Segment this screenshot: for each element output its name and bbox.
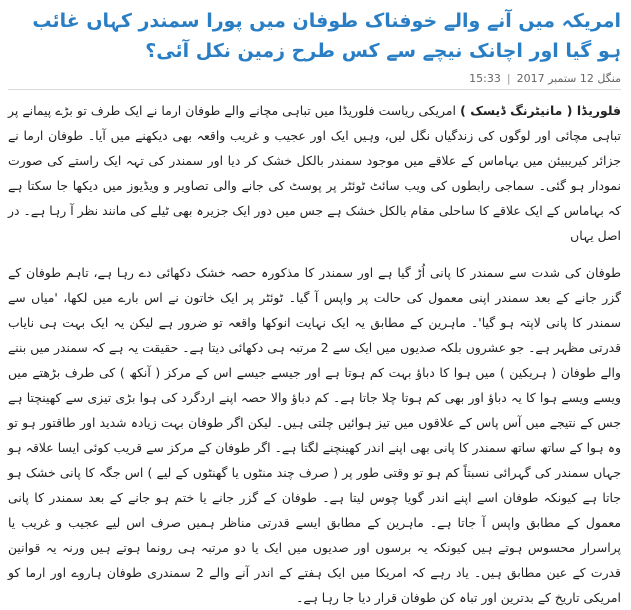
meta-separator: | [506,72,511,85]
article-paragraph [8,98,621,248]
article-meta [8,72,621,85]
paragraph-text: امریکی ریاست فلوریڈا میں تباہی مچانے والے طوفان ارما نے ایک طرف تو بڑے پیمانے پر تباہی مچائی اور لوگوں کی زندگیاں نگل لیں، وہیں ایک اور عجیب و غریب واقعہ بھی دیکھنے میں آیا۔ طوفان ارما نے جزائر کیریبیئن میں بہاماس کے علاقے میں موجود سمندر بالکل خشک کر دیا اور سمندر کی تہہ ایک راستے کی صورت نمودار ہو گئی۔ سماجی رابطوں کی ویب سائٹ ٹوئٹر پر پوسٹ کی جانے والی تصاویر و ویڈیوز میں دیکھا جا سکتا ہے کہ بہاماس کے ایک علاقے کا ساحلی مقام بالکل خشک ہے جس میں دور ایک جزیرہ بھی ٹیلے کی مانند نظر آ رہا ہے۔ در اصل یہاں [8,103,621,243]
dateline: فلوریڈا ( مانیٹرنگ ڈیسک ) [460,103,621,118]
article-headline: امریکہ میں آنے والے خوفناک طوفان میں پورا سمندر کہاں غائب ہو گیا اور اچانک نیچے سے کس طرح زمین نکل آئی؟ [32,10,621,62]
publish-time: 15:33 [469,72,501,85]
meta-divider [8,89,621,90]
article-paragraph: طوفان کی شدت سے سمندر کا پانی اُڑ گیا ہے اور سمندر کا مذکورہ حصہ خشک دکھائی دے رہا ہے، تاہم طوفان کے گزر جانے کے بعد سمندر اپنی معمول کی حالت پر واپس آ گیا۔ ٹوئٹر پر ایک خاتون نے اس بارے میں لکھا، 'میاں سے سمندر کا پانی لاپتہ ہو گیا'۔ ماہرین کے مطابق یہ ایک نہایت انوکھا واقعہ تو ضرور ہے لیکن یہ ایک بہت ہی نایاب قدرتی مظہر ہے۔ جو عشروں بلکہ صدیوں میں ایک سے 2 مرتبہ ہی دکھائی دیتا ہے۔ حقیقت یہ ہے کہ سمندر میں بننے والے طوفان ( ہریکین ) میں ہوا کا دباؤ بہت کم ہوتا ہے اور جیسے جیسے اس کے مرکز ( آنکھ ) کی طرف بڑھتے میں ویسے ویسے ہوا کا یہ دباؤ اور بھی کم ہوتا چلا جاتا ہے۔ کم دباؤ والا حصہ اپنے اردگرد کی ہوا بڑی تیزی سے کھینچتا ہے جس کے نتیجے میں آس پاس کے علاقوں میں تیز ہوائیں چلتی ہیں۔ لیکن اگر طوفان بہت زیادہ شدید اور طاقتور ہو تو وہ ہوا کے ساتھ ساتھ سمندر کا پانی بھی اپنے اندر کھینچنے لگتا ہے۔ اگر طوفان کے مرکز سے قریب کوئی ایسا علاقہ ہو جہاں سمندر کی گہرائی نسبتاً کم ہو تو وقتی طور پر ( صرف چند منٹوں یا گھنٹوں کے لیے ) اس جگہ کا پانی خشک ہو جاتا ہے کیونکہ طوفان اسے اپنے اندر گویا چوس لیتا ہے۔ طوفان کے گزر جانے یا ختم ہو جانے کے بعد سمندر کا پانی معمول کے مطابق واپس آ جاتا ہے۔ ماہرین کے مطابق ایسے قدرتی مناظر ہمیں صرف اس لیے عجیب و غریب یا پراسرار محسوس ہوتے ہیں کیونکہ یہ برسوں اور صدیوں میں ایک یا دو مرتبہ ہی رونما ہوتے ہیں ورنہ یہ قوانین قدرت کے عین مطابق ہیں۔ یاد رہے کہ امریکا میں ایک ہفتے کے اندر آنے والے 2 سمندری طوفان ہاروے اور ارما کو امریکی تاریخ کے بدترین اور تباہ کن طوفان قرار دیا جا رہا ہے۔ [8,265,621,605]
publish-date: منگل 12 ستمبر 2017 [516,72,621,85]
